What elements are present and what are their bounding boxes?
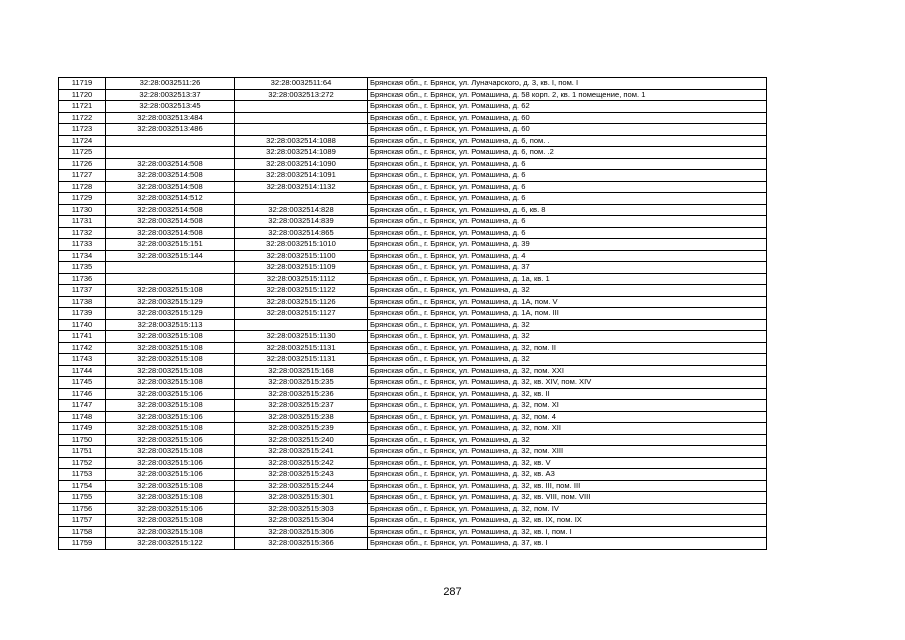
address-cell: Брянская обл., г. Брянск, ул. Ромашина, д. 6 — [368, 170, 767, 182]
row-number-cell: 11757 — [59, 515, 106, 527]
row-number-cell: 11741 — [59, 331, 106, 343]
row-number-cell: 11730 — [59, 204, 106, 216]
parcel-number-cell: 32:28:0032515:129 — [106, 308, 235, 320]
address-cell: Брянская обл., г. Брянск, ул. Ромашина, д. 32, кв. IX, пом. IX — [368, 515, 767, 527]
parcel-number-cell: 32:28:0032515:108 — [106, 400, 235, 412]
object-number-cell — [235, 319, 368, 331]
address-cell: Брянская обл., г. Брянск, ул. Ромашина, д. 32 — [368, 319, 767, 331]
table-row — [59, 170, 767, 182]
row-number-cell: 11738 — [59, 296, 106, 308]
table-row — [59, 262, 767, 274]
object-number-cell: 32:28:0032515:238 — [235, 411, 368, 423]
table-row — [59, 423, 767, 435]
address-cell: Брянская обл., г. Брянск, ул. Ромашина, д. 32, кв. V — [368, 457, 767, 469]
address-cell: Брянская обл., г. Брянск, ул. Ромашина, д. 32, кв. А3 — [368, 469, 767, 481]
parcel-number-cell — [106, 135, 235, 147]
parcel-number-cell: 32:28:0032515:106 — [106, 457, 235, 469]
object-number-cell: 32:28:0032515:1112 — [235, 273, 368, 285]
table-row — [59, 273, 767, 285]
row-number-cell: 11746 — [59, 388, 106, 400]
object-number-cell: 32:28:0032515:235 — [235, 377, 368, 389]
object-number-cell: 32:28:0032514:839 — [235, 216, 368, 228]
row-number-cell: 11726 — [59, 158, 106, 170]
row-number-cell: 11751 — [59, 446, 106, 458]
row-number-cell: 11755 — [59, 492, 106, 504]
address-cell: Брянская обл., г. Брянск, ул. Ромашина, д. 32, кв. I, пом. I — [368, 526, 767, 538]
object-number-cell: 32:28:0032515:241 — [235, 446, 368, 458]
table-row — [59, 296, 767, 308]
parcel-number-cell: 32:28:0032514:512 — [106, 193, 235, 205]
parcel-number-cell: 32:28:0032513:45 — [106, 101, 235, 113]
object-number-cell: 32:28:0032515:1109 — [235, 262, 368, 274]
row-number-cell: 11724 — [59, 135, 106, 147]
table-row — [59, 227, 767, 239]
parcel-number-cell: 32:28:0032515:108 — [106, 285, 235, 297]
address-cell: Брянская обл., г. Брянск, ул. Ромашина, д. 32, пом. II — [368, 342, 767, 354]
address-cell: Брянская обл., г. Брянск, ул. Ромашина, д. 32, пом. 4 — [368, 411, 767, 423]
address-cell: Брянская обл., г. Брянск, ул. Ромашина, д. 37, кв. I — [368, 538, 767, 550]
row-number-cell: 11739 — [59, 308, 106, 320]
object-number-cell: 32:28:0032514:1090 — [235, 158, 368, 170]
row-number-cell: 11729 — [59, 193, 106, 205]
row-number-cell: 11744 — [59, 365, 106, 377]
table-row — [59, 112, 767, 124]
object-number-cell: 32:28:0032515:236 — [235, 388, 368, 400]
object-number-cell: 32:28:0032511:64 — [235, 78, 368, 90]
row-number-cell: 11723 — [59, 124, 106, 136]
table-row — [59, 457, 767, 469]
address-cell: Брянская обл., г. Брянск, ул. Луначарского, д. 3, кв. I, пом. I — [368, 78, 767, 90]
object-number-cell: 32:28:0032514:865 — [235, 227, 368, 239]
row-number-cell: 11732 — [59, 227, 106, 239]
object-number-cell: 32:28:0032513:272 — [235, 89, 368, 101]
address-cell: Брянская обл., г. Брянск, ул. Ромашина, д. 39 — [368, 239, 767, 251]
object-number-cell: 32:28:0032515:168 — [235, 365, 368, 377]
address-cell: Брянская обл., г. Брянск, ул. Ромашина, д. 58 корп. 2, кв. 1 помещение, пом. 1 — [368, 89, 767, 101]
object-number-cell — [235, 193, 368, 205]
object-number-cell: 32:28:0032515:243 — [235, 469, 368, 481]
parcel-number-cell: 32:28:0032514:508 — [106, 216, 235, 228]
object-number-cell: 32:28:0032515:237 — [235, 400, 368, 412]
parcel-number-cell — [106, 273, 235, 285]
object-number-cell: 32:28:0032515:304 — [235, 515, 368, 527]
table-row — [59, 101, 767, 113]
table-row — [59, 89, 767, 101]
parcel-number-cell: 32:28:0032514:508 — [106, 158, 235, 170]
table-row — [59, 388, 767, 400]
parcel-number-cell: 32:28:0032513:37 — [106, 89, 235, 101]
address-cell: Брянская обл., г. Брянск, ул. Ромашина, д. 1а, кв. 1 — [368, 273, 767, 285]
object-number-cell: 32:28:0032515:1010 — [235, 239, 368, 251]
parcel-number-cell: 32:28:0032514:508 — [106, 204, 235, 216]
row-number-cell: 11720 — [59, 89, 106, 101]
address-cell: Брянская обл., г. Брянск, ул. Ромашина, д. 60 — [368, 112, 767, 124]
table-row — [59, 331, 767, 343]
parcel-number-cell: 32:28:0032515:108 — [106, 377, 235, 389]
object-number-cell: 32:28:0032515:1127 — [235, 308, 368, 320]
row-number-cell: 11742 — [59, 342, 106, 354]
table-row — [59, 147, 767, 159]
address-cell: Брянская обл., г. Брянск, ул. Ромашина, д. 32, пом. XII — [368, 423, 767, 435]
row-number-cell: 11719 — [59, 78, 106, 90]
table-row — [59, 515, 767, 527]
object-number-cell: 32:28:0032515:1131 — [235, 354, 368, 366]
address-cell: Брянская обл., г. Брянск, ул. Ромашина, д. 32, пом. IV — [368, 503, 767, 515]
row-number-cell: 11747 — [59, 400, 106, 412]
page-number: 287 — [443, 586, 462, 598]
table-row — [59, 365, 767, 377]
records-table-body — [59, 78, 767, 550]
address-cell: Брянская обл., г. Брянск, ул. Ромашина, д. 32 — [368, 331, 767, 343]
table-row — [59, 216, 767, 228]
object-number-cell: 32:28:0032515:366 — [235, 538, 368, 550]
address-cell: Брянская обл., г. Брянск, ул. Ромашина, д. 32, кв. III, пом. III — [368, 480, 767, 492]
address-cell: Брянская обл., г. Брянск, ул. Ромашина, д. 4 — [368, 250, 767, 262]
row-number-cell: 11750 — [59, 434, 106, 446]
address-cell: Брянская обл., г. Брянск, ул. Ромашина, д. 32 — [368, 285, 767, 297]
parcel-number-cell: 32:28:0032515:106 — [106, 388, 235, 400]
row-number-cell: 11722 — [59, 112, 106, 124]
object-number-cell: 32:28:0032515:1130 — [235, 331, 368, 343]
table-row — [59, 135, 767, 147]
table-row — [59, 434, 767, 446]
parcel-number-cell: 32:28:0032515:108 — [106, 354, 235, 366]
row-number-cell: 11756 — [59, 503, 106, 515]
object-number-cell: 32:28:0032515:1122 — [235, 285, 368, 297]
table-row — [59, 538, 767, 550]
table-row — [59, 377, 767, 389]
address-cell: Брянская обл., г. Брянск, ул. Ромашина, д. 6 — [368, 227, 767, 239]
address-cell: Брянская обл., г. Брянск, ул. Ромашина, д. 6 — [368, 216, 767, 228]
object-number-cell: 32:28:0032515:301 — [235, 492, 368, 504]
parcel-number-cell: 32:28:0032514:508 — [106, 181, 235, 193]
parcel-number-cell: 32:28:0032515:122 — [106, 538, 235, 550]
parcel-number-cell: 32:28:0032515:108 — [106, 365, 235, 377]
parcel-number-cell: 32:28:0032515:108 — [106, 446, 235, 458]
parcel-number-cell: 32:28:0032513:484 — [106, 112, 235, 124]
table-row — [59, 308, 767, 320]
row-number-cell: 11748 — [59, 411, 106, 423]
row-number-cell: 11728 — [59, 181, 106, 193]
row-number-cell: 11753 — [59, 469, 106, 481]
object-number-cell: 32:28:0032514:828 — [235, 204, 368, 216]
table-row — [59, 124, 767, 136]
row-number-cell: 11736 — [59, 273, 106, 285]
object-number-cell: 32:28:0032515:244 — [235, 480, 368, 492]
table-row — [59, 480, 767, 492]
table-row — [59, 411, 767, 423]
row-number-cell: 11725 — [59, 147, 106, 159]
parcel-number-cell: 32:28:0032515:144 — [106, 250, 235, 262]
object-number-cell: 32:28:0032515:1126 — [235, 296, 368, 308]
row-number-cell: 11749 — [59, 423, 106, 435]
parcel-number-cell: 32:28:0032515:108 — [106, 480, 235, 492]
address-cell: Брянская обл., г. Брянск, ул. Ромашина, д. 32, кв. II — [368, 388, 767, 400]
parcel-number-cell: 32:28:0032515:106 — [106, 503, 235, 515]
address-cell: Брянская обл., г. Брянск, ул. Ромашина, д. 32, кв. VIII, пом. VIII — [368, 492, 767, 504]
object-number-cell: 32:28:0032514:1091 — [235, 170, 368, 182]
row-number-cell: 11754 — [59, 480, 106, 492]
object-number-cell: 32:28:0032515:306 — [235, 526, 368, 538]
object-number-cell: 32:28:0032515:1131 — [235, 342, 368, 354]
parcel-number-cell: 32:28:0032511:26 — [106, 78, 235, 90]
object-number-cell: 32:28:0032515:240 — [235, 434, 368, 446]
table-row — [59, 503, 767, 515]
address-cell: Брянская обл., г. Брянск, ул. Ромашина, д. 32, кв. XIV, пом. XIV — [368, 377, 767, 389]
table-row — [59, 250, 767, 262]
parcel-number-cell: 32:28:0032515:129 — [106, 296, 235, 308]
address-cell: Брянская обл., г. Брянск, ул. Ромашина, д. 1А, пом. V — [368, 296, 767, 308]
table-row — [59, 181, 767, 193]
table-row — [59, 400, 767, 412]
row-number-cell: 11735 — [59, 262, 106, 274]
parcel-number-cell — [106, 262, 235, 274]
parcel-number-cell: 32:28:0032515:108 — [106, 492, 235, 504]
table-row — [59, 204, 767, 216]
row-number-cell: 11731 — [59, 216, 106, 228]
parcel-number-cell: 32:28:0032515:113 — [106, 319, 235, 331]
table-row — [59, 319, 767, 331]
parcel-number-cell: 32:28:0032514:508 — [106, 170, 235, 182]
row-number-cell: 11759 — [59, 538, 106, 550]
row-number-cell: 11745 — [59, 377, 106, 389]
records-table — [58, 77, 767, 550]
table-row — [59, 158, 767, 170]
object-number-cell — [235, 101, 368, 113]
object-number-cell: 32:28:0032515:1100 — [235, 250, 368, 262]
object-number-cell: 32:28:0032514:1132 — [235, 181, 368, 193]
object-number-cell: 32:28:0032515:303 — [235, 503, 368, 515]
row-number-cell: 11727 — [59, 170, 106, 182]
parcel-number-cell: 32:28:0032515:106 — [106, 469, 235, 481]
row-number-cell: 11740 — [59, 319, 106, 331]
parcel-number-cell: 32:28:0032515:151 — [106, 239, 235, 251]
parcel-number-cell: 32:28:0032515:106 — [106, 434, 235, 446]
parcel-number-cell: 32:28:0032515:108 — [106, 331, 235, 343]
table-row — [59, 492, 767, 504]
table-row — [59, 526, 767, 538]
object-number-cell: 32:28:0032515:239 — [235, 423, 368, 435]
address-cell: Брянская обл., г. Брянск, ул. Ромашина, д. 32, пом. XXI — [368, 365, 767, 377]
row-number-cell: 11752 — [59, 457, 106, 469]
row-number-cell: 11737 — [59, 285, 106, 297]
table-row — [59, 285, 767, 297]
address-cell: Брянская обл., г. Брянск, ул. Ромашина, д. 32 — [368, 434, 767, 446]
address-cell: Брянская обл., г. Брянск, ул. Ромашина, д. 6 — [368, 193, 767, 205]
table-row — [59, 78, 767, 90]
address-cell: Брянская обл., г. Брянск, ул. Ромашина, д. 6 — [368, 158, 767, 170]
address-cell: Брянская обл., г. Брянск, ул. Ромашина, д. 1А, пом. III — [368, 308, 767, 320]
address-cell: Брянская обл., г. Брянск, ул. Ромашина, д. 32 — [368, 354, 767, 366]
parcel-number-cell: 32:28:0032515:108 — [106, 526, 235, 538]
table-row — [59, 193, 767, 205]
address-cell: Брянская обл., г. Брянск, ул. Ромашина, д. 6, пом. . — [368, 135, 767, 147]
address-cell: Брянская обл., г. Брянск, ул. Ромашина, д. 6, кв. 8 — [368, 204, 767, 216]
object-number-cell — [235, 124, 368, 136]
parcel-number-cell — [106, 147, 235, 159]
parcel-number-cell: 32:28:0032514:508 — [106, 227, 235, 239]
parcel-number-cell: 32:28:0032515:108 — [106, 423, 235, 435]
row-number-cell: 11721 — [59, 101, 106, 113]
object-number-cell: 32:28:0032514:1089 — [235, 147, 368, 159]
address-cell: Брянская обл., г. Брянск, ул. Ромашина, д. 37 — [368, 262, 767, 274]
object-number-cell: 32:28:0032514:1088 — [235, 135, 368, 147]
parcel-number-cell: 32:28:0032515:108 — [106, 342, 235, 354]
row-number-cell: 11743 — [59, 354, 106, 366]
table-row — [59, 239, 767, 251]
parcel-number-cell: 32:28:0032515:106 — [106, 411, 235, 423]
address-cell: Брянская обл., г. Брянск, ул. Ромашина, д. 32, пом. XIII — [368, 446, 767, 458]
table-row — [59, 354, 767, 366]
address-cell: Брянская обл., г. Брянск, ул. Ромашина, д. 60 — [368, 124, 767, 136]
object-number-cell: 32:28:0032515:242 — [235, 457, 368, 469]
table-row — [59, 469, 767, 481]
object-number-cell — [235, 112, 368, 124]
table-row — [59, 446, 767, 458]
parcel-number-cell: 32:28:0032515:108 — [106, 515, 235, 527]
parcel-number-cell: 32:28:0032513:486 — [106, 124, 235, 136]
address-cell: Брянская обл., г. Брянск, ул. Ромашина, д. 32, пом. XI — [368, 400, 767, 412]
row-number-cell: 11733 — [59, 239, 106, 251]
address-cell: Брянская обл., г. Брянск, ул. Ромашина, д. 62 — [368, 101, 767, 113]
address-cell: Брянская обл., г. Брянск, ул. Ромашина, д. 6 — [368, 181, 767, 193]
row-number-cell: 11758 — [59, 526, 106, 538]
row-number-cell: 11734 — [59, 250, 106, 262]
address-cell: Брянская обл., г. Брянск, ул. Ромашина, д. 6, пом. .2 — [368, 147, 767, 159]
table-row — [59, 342, 767, 354]
